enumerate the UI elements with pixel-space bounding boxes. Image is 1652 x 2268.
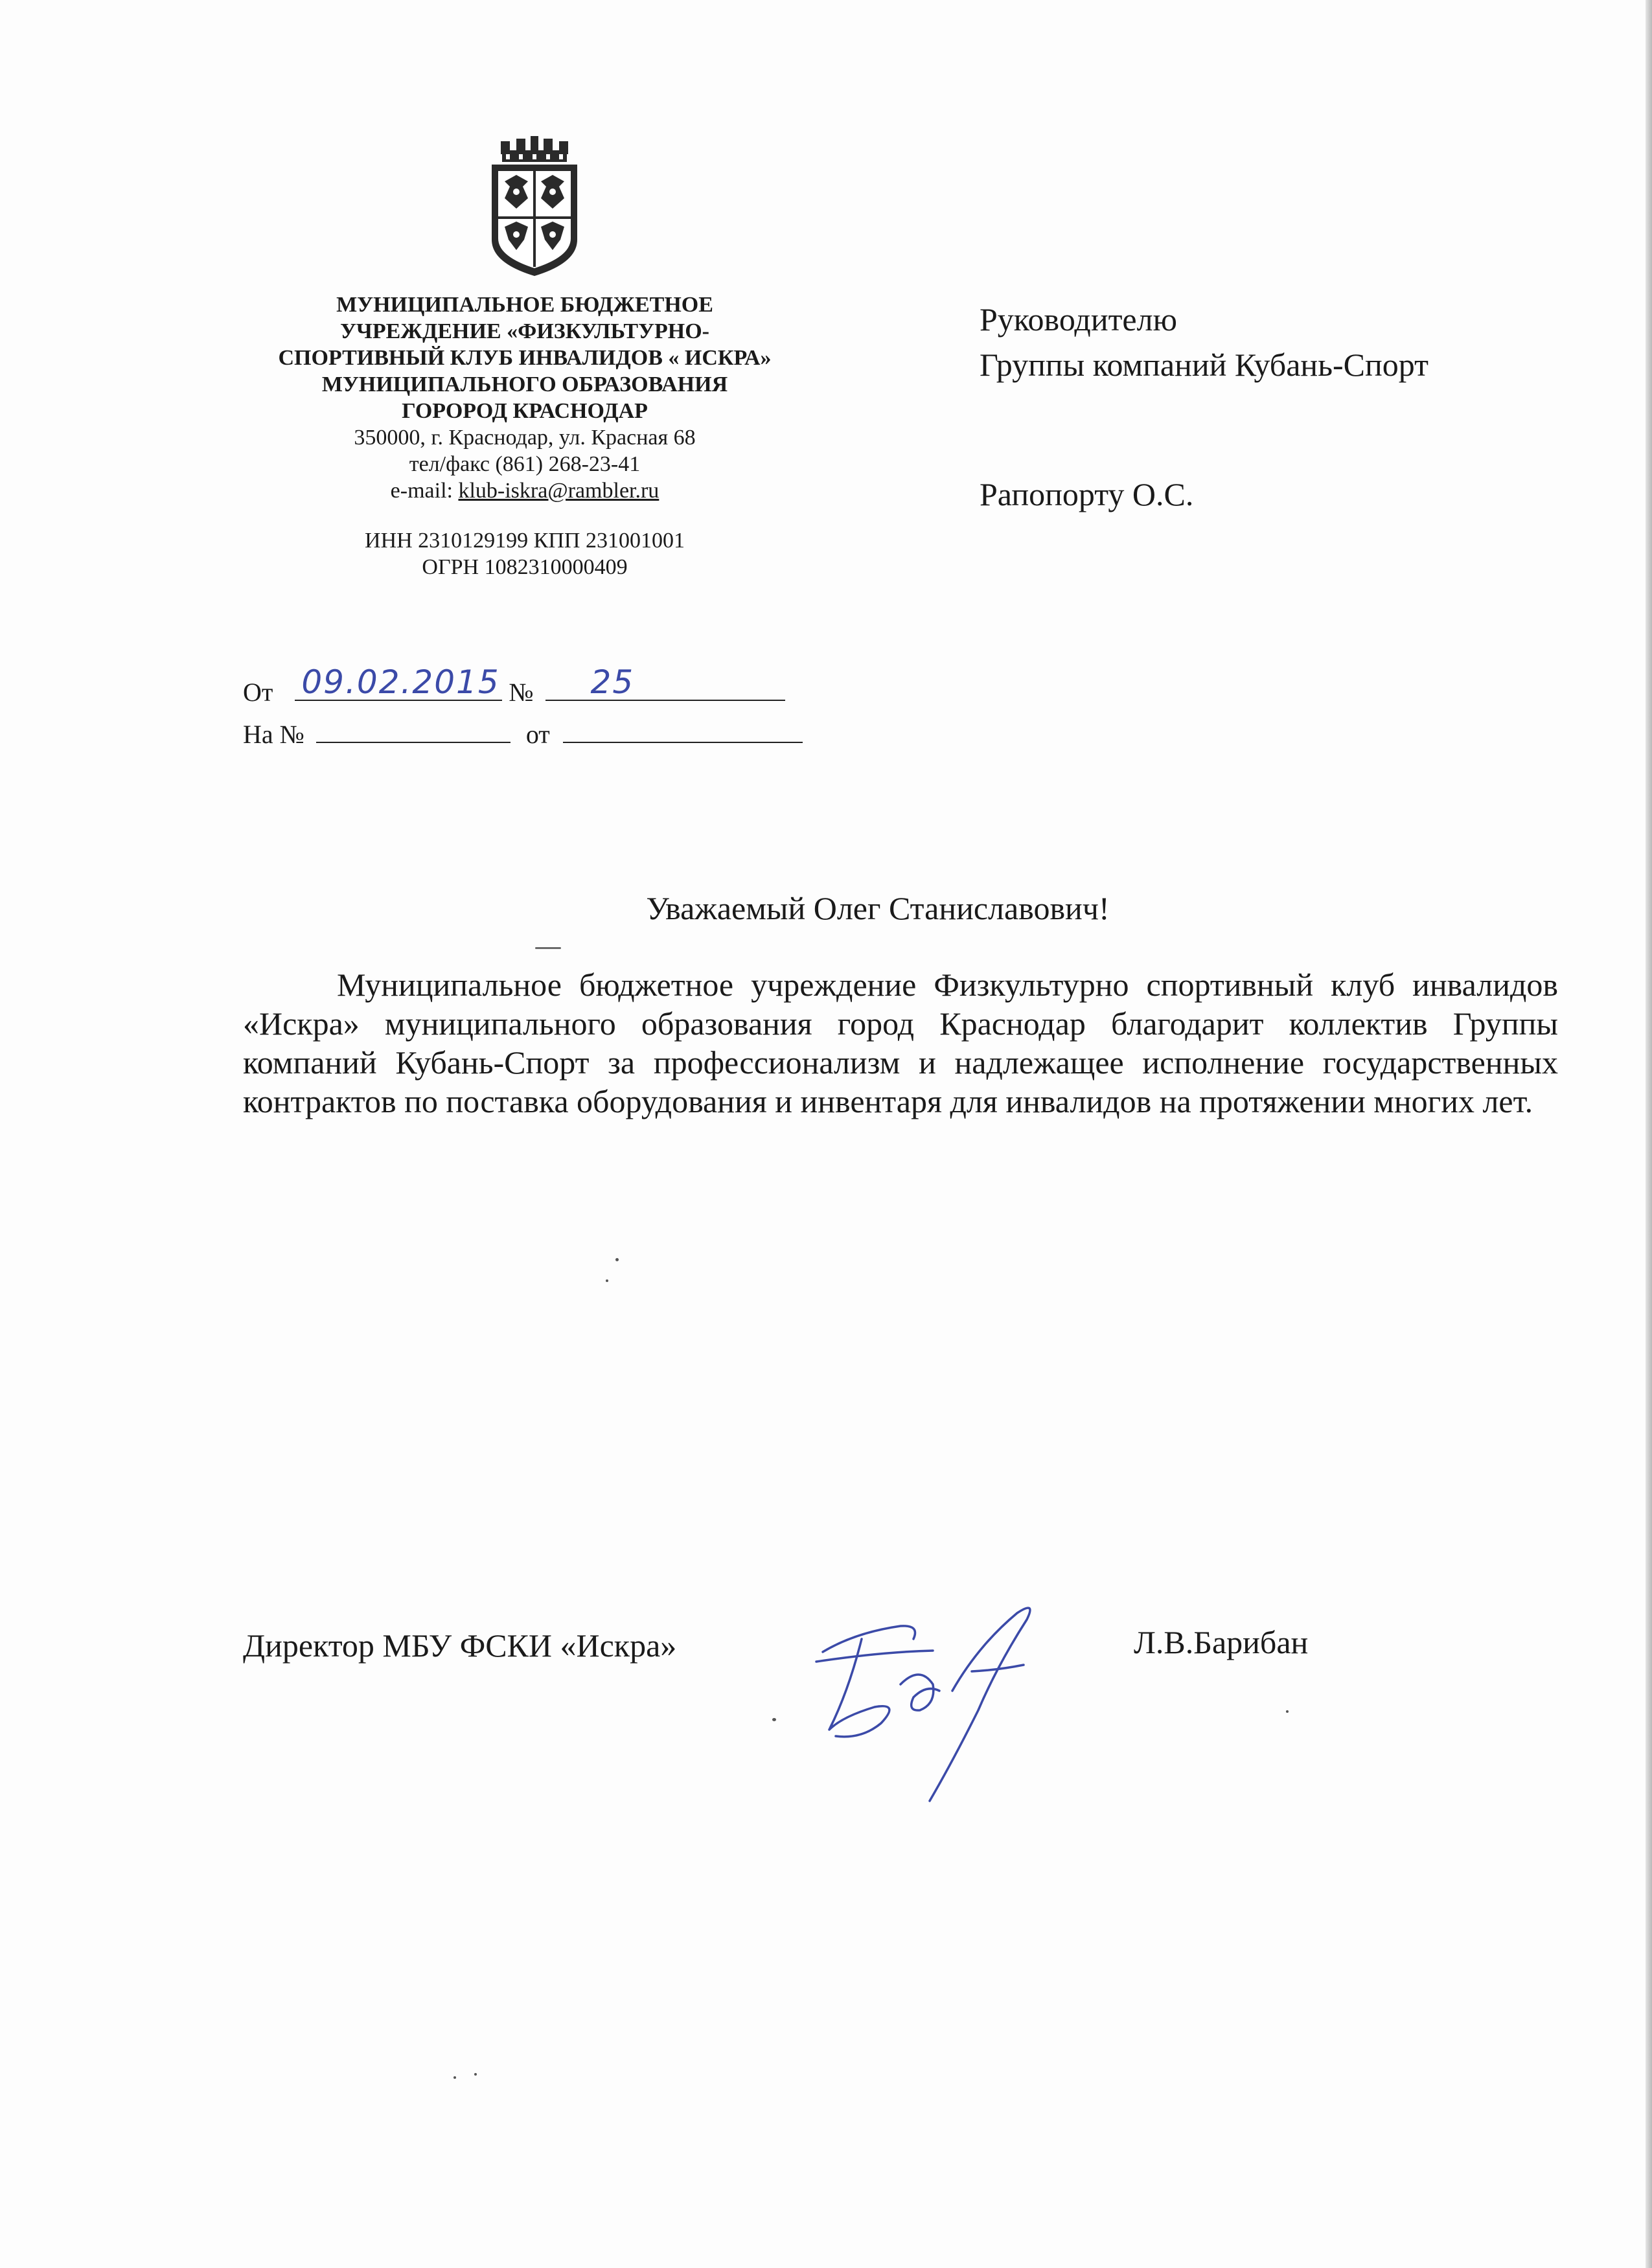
sender-email-line <box>220 477 829 504</box>
signatory-title: Директор МБУ ФСКИ «Искра» <box>243 1627 677 1664</box>
sender-org-line: МУНИЦИПАЛЬНОЕ БЮДЖЕТНОЕ <box>336 293 713 317</box>
date-field[interactable] <box>295 663 502 701</box>
recipient-name: Рапопорту О.С. <box>980 476 1194 512</box>
ref-number-field[interactable] <box>316 716 511 743</box>
scan-speck <box>606 1279 608 1282</box>
handwritten-signature <box>803 1594 1088 1807</box>
scan-speck <box>474 2073 477 2076</box>
sender-org-line: СПОРТИВНЫЙ КЛУБ ИНВАЛИДОВ « ИСКРА» <box>278 346 772 370</box>
sender-org-line: ГОРОРОД КРАСНОДАР <box>402 399 648 423</box>
sender-phone: тел/факс (861) 268-23-41 <box>409 452 641 476</box>
ref-date-label: от <box>525 720 550 749</box>
from-label: От <box>243 678 273 707</box>
recipient-title: Руководителю <box>980 301 1177 338</box>
sender-org-line: МУНИЦИПАЛЬНОГО ОБРАЗОВАНИЯ <box>321 372 728 396</box>
sender-ids <box>220 527 829 580</box>
scan-speck <box>453 2076 456 2079</box>
recipient-block <box>980 297 1614 517</box>
sender-email-label: e-mail: <box>390 479 459 503</box>
sender-block <box>220 292 829 580</box>
ref-number-label: На № <box>243 720 304 749</box>
scan-speck <box>1286 1710 1289 1713</box>
sender-ogrn: ОГРН 1082310000409 <box>422 555 628 579</box>
scan-speck <box>772 1718 776 1721</box>
scan-speck <box>615 1258 619 1261</box>
sender-email-link[interactable]: klub-iskra@rambler.ru <box>458 479 660 503</box>
signatory-name: Л.В.Барибан <box>1134 1624 1309 1660</box>
outgoing-reg-row <box>243 663 785 708</box>
sender-address: 350000, г. Краснодар, ул. Красная 68 <box>354 426 696 450</box>
sender-org-line: УЧРЕЖДЕНИЕ «ФИЗКУЛЬТУРНО- <box>339 319 709 343</box>
ref-date-field[interactable] <box>563 716 803 743</box>
handwritten-date: 09.02.2015 <box>301 663 500 701</box>
letter-body: Муниципальное бюджетное учреждение Физкультурно спортивный клуб инвалидов «Искра» муниципального образования город Краснодар благодарит коллектив Группы компаний Кубань-Спорт за профессионализм и надлежащее исполнение государственных контрактов по поставка оборудования и инвентаря для инвалидов на протяжении многих лет. <box>243 967 1558 1119</box>
coat-of-arms-icon <box>483 136 586 279</box>
scan-edge <box>1646 0 1652 2268</box>
salutation: Уважаемый Олег Станиславович! <box>646 890 1110 926</box>
handwritten-number: 25 <box>590 663 635 701</box>
scan-speck <box>535 947 561 949</box>
number-field[interactable] <box>545 663 785 701</box>
recipient-company: Группы компаний Кубань-Спорт <box>980 347 1428 383</box>
incoming-reg-row <box>243 716 803 750</box>
number-label: № <box>509 678 534 707</box>
sender-inn-kpp: ИНН 2310129199 КПП 231001001 <box>365 529 685 553</box>
